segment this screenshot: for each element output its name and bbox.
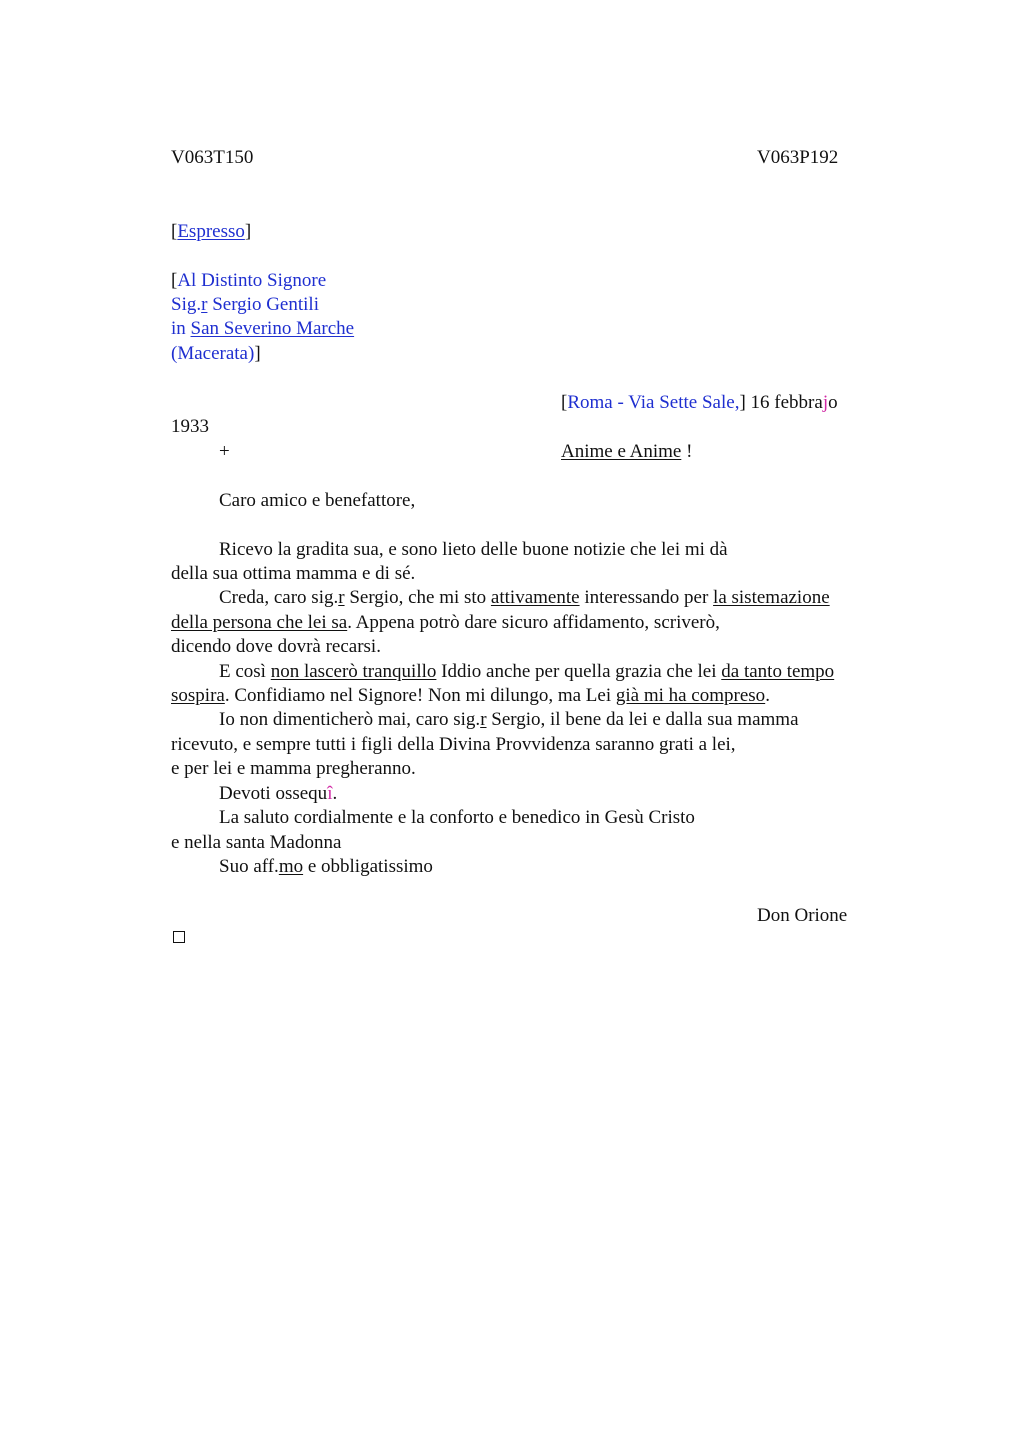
paragraph-line [171, 831, 341, 855]
paragraph-line [171, 635, 381, 659]
closing-superscript: mo [278, 856, 304, 877]
p2-text: interessando per [579, 587, 714, 608]
paragraph-line [219, 660, 834, 684]
p4-line-3: e per lei e mamma pregheranno. [171, 758, 416, 779]
address-title: Al Distinto Signore [177, 270, 327, 291]
signature-text: Don Orione [757, 905, 848, 926]
paragraph-line [219, 708, 799, 732]
p4-superscript: r [480, 709, 487, 730]
paragraph-line [219, 782, 337, 806]
cross-icon: + [219, 441, 230, 462]
document-code-left [171, 146, 253, 170]
paragraph-line [219, 538, 728, 562]
cross-mark [219, 440, 230, 464]
p3-underlined: da tanto tempo [721, 661, 835, 682]
paragraph-line [219, 806, 695, 830]
p2-underlined: della persona che lei sa [171, 612, 348, 633]
paragraph-line [219, 586, 830, 610]
p3-text: . Confidiamo nel Signore! Non mi dilungo, ma Lei [224, 685, 616, 706]
p3-underlined: non lascerò tranquillo [270, 661, 437, 682]
p3-underlined: sospira [171, 685, 225, 706]
p3-underlined: già mi ha compreso [615, 685, 766, 706]
date-year [171, 415, 209, 439]
p2-text: Creda, caro sig. [219, 587, 339, 608]
address-sig-superscript: r [201, 294, 208, 315]
p2-text: dicendo dove dovrà recarsi. [171, 636, 381, 657]
p5-correction: î [327, 783, 333, 804]
address-name: Sergio Gentili [207, 294, 319, 315]
bracket: ] [254, 343, 261, 364]
p5-text: Devoti ossequ [219, 783, 328, 804]
address-line-3 [171, 317, 354, 341]
p2-underlined: la sistemazione [713, 587, 830, 608]
espresso-note [171, 220, 251, 244]
p3-text: Iddio anche per quella grazia che lei [436, 661, 722, 682]
date-text-end: o [828, 392, 838, 413]
salutation-text: Caro amico e benefattore, [219, 490, 416, 511]
motto-suffix: ! [681, 441, 693, 462]
signature [757, 904, 847, 928]
paragraph-line [171, 611, 720, 635]
p2-underlined: attivamente [490, 587, 580, 608]
p2-superscript: r [338, 587, 345, 608]
bracket: ] [244, 221, 252, 242]
paragraph-line [171, 684, 770, 708]
p6-line-1: La saluto cordialmente e la conforto e benedico in Gesù Cristo [219, 807, 695, 828]
right-code: V063P192 [757, 147, 839, 168]
document-code-right [757, 146, 838, 170]
date-place: Roma - Via Sette Sale, [567, 392, 740, 413]
address-line-1 [171, 269, 326, 293]
left-code: V063T150 [171, 147, 254, 168]
p4-text: Io non dimenticherò mai, caro sig. [219, 709, 481, 730]
p5-text: . [332, 783, 338, 804]
p6-line-2: e nella santa Madonna [171, 832, 342, 853]
address-line-4 [171, 342, 261, 366]
closing [219, 855, 433, 879]
year: 1933 [171, 416, 209, 437]
motto [561, 440, 692, 464]
p4-text: Sergio, il bene da lei e dalla sua mamma [486, 709, 799, 730]
motto-text: Anime e Anime [561, 441, 682, 462]
paragraph-line [171, 562, 415, 586]
p1-line-2: della sua ottima mamma e di sé. [171, 563, 416, 584]
bracket: ] [739, 392, 746, 413]
espresso-label: Espresso [177, 221, 245, 242]
address-sig: Sig. [171, 294, 202, 315]
date-text: 16 febbra [745, 392, 823, 413]
address-in: in [171, 318, 191, 339]
address-line-2 [171, 293, 319, 317]
bracket: [ [171, 270, 178, 291]
paragraph-line [171, 733, 736, 757]
end-marker-square-icon [173, 931, 185, 943]
closing-text: Suo aff. [219, 856, 279, 877]
p1-line-1: Ricevo la gradita sua, e sono lieto delle buone notizie che lei mi dà [219, 539, 728, 560]
address-city: San Severino Marche [190, 318, 355, 339]
salutation [219, 489, 415, 513]
p3-text: . [765, 685, 770, 706]
p4-line-2: ricevuto, e sempre tutti i figli della Divina Provvidenza saranno grati a lei, [171, 734, 736, 755]
bracket: [ [171, 221, 178, 242]
paragraph-line [171, 757, 416, 781]
address-province: (Macerata) [171, 343, 255, 364]
date-correction: j [822, 392, 829, 413]
p2-text: . Appena potrò dare sicuro affidamento, scriverò, [347, 612, 720, 633]
closing-text: e obbligatissimo [303, 856, 433, 877]
p2-text: Sergio, che mi sto [344, 587, 491, 608]
p3-text: E così [219, 661, 271, 682]
bracket: [ [561, 392, 568, 413]
dateline [561, 391, 838, 415]
